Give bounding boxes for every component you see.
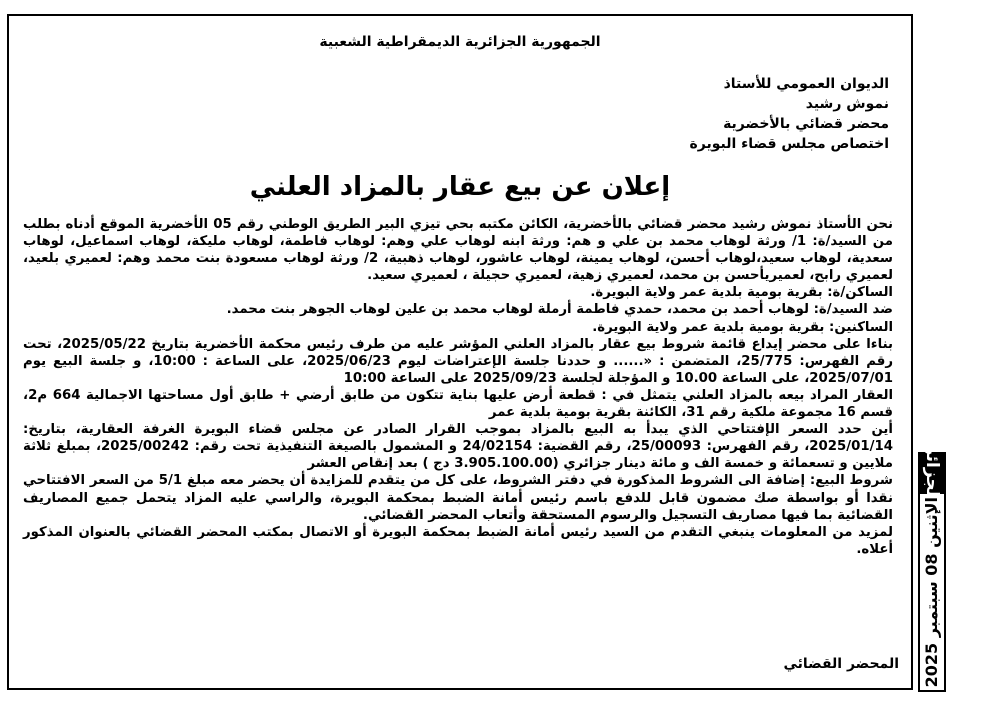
newspaper-logo	[920, 445, 944, 503]
body-paragraph: العقار المراد بيعه بالمزاد العلني يتمثل في : قطعة أرض عليها بناية تتكون من طابق أرضي + طابق أول مساحتها الاجمالية 664 م2، قسم 16 مجموعة ملكية رقم 31، الكائنة بقرية بومية بلدية عمر	[23, 387, 894, 421]
body-paragraph: الساكن/ة: بقرية بومية بلدية عمر ولاية البويرة.	[590, 285, 893, 301]
body-paragraph: ضد السيد/ة: لوهاب أحمد بن محمد، حمدي فاطمة أرملة لوهاب محمد بن علين لوهاب الجوهر بنت محمد.	[226, 302, 893, 318]
publication-sidebar	[918, 445, 946, 692]
body-paragraph: نحن الأستاذ نموش رشيد محضر قضائي بالأخضرية، الكائن مكتبه بحي تيزي البير الطريق الوطني رقم 05 الأخضرية الموقع أدناه بطلب من السيد/ة: 1/ ورثة لوهاب محمد بن علي و هم: ورثة ابنه لوهاب علي وهم: لوهاب فاطمة، لوهاب مليكة، لوهاب اسماعيل، لوهاب سعدية، لوهاب سعيد،لوهاب أحسن، لوهاب يمينة، لوهاب عاشور، لوهاب ذهبية، 2/ ورثة لوهاب مسعودة بنت محمد وهم: لعميري بلعيد، لعميري رابح، لعميريأحسن بن محمد، لعميري زهية، لعميري حجيلة ، لعميري سعيد.	[23, 217, 893, 284]
publication-date: الإثنين 08 سبتمبر 2025	[922, 497, 941, 688]
notice-body	[23, 216, 893, 558]
notice-frame	[7, 14, 913, 690]
republic-heading: الجمهورية الجزائرية الديمقراطية الشعبية	[319, 34, 601, 50]
notice-title: إعلان عن بيع عقار بالمزاد العلني	[249, 172, 671, 202]
body-paragraph: بناءا على محضر إيداع قائمة شروط بيع عقار بالمزاد العلني المؤشر عليه من طرف رئيس محكمة الأخضرية بتاريخ 2025/05/22، تحت رقم الفهرس: 25/775، المتضمن : «...... و حددنا جلسة الإعتراضات ليوم 2025/06/23، على الساعة : 10:00، و جلسة البيع يوم 2025/07/01، على الساعة 10.00 و المؤجلة لجلسة 2025/09/23 على الساعة 10:00	[23, 336, 893, 386]
issuer-line: نموش رشيد	[805, 96, 889, 112]
signature: المحضر القضائي	[783, 656, 899, 672]
body-paragraph: لمزيد من المعلومات ينبغي التقدم من السيد رئيس أمانة الضبط بمحكمة البويرة أو الاتصال بمكتب المحضر القضائي بالعنوان المذكور أعلاه.	[23, 524, 893, 557]
issuer-line: اختصاص مجلس قضاء البويرة	[689, 136, 889, 152]
issuer-block	[689, 74, 889, 154]
issuer-line: محضر قضائي بالأخضرية	[723, 116, 889, 132]
body-paragraph: شروط البيع: إضافة الى الشروط المذكورة في دفتر الشروط، على كل من يتقدم للمزايدة أن يحضر معه مبلغ 5/1 من السعر الافتتاحي نقدا أو بواسطة صك مضمون قابل للدفع باسم رئيس أمانة الضبط بمحكمة البويرة، والراسي عليه المزاد يتحمل جميع المصاريف القضائية بما فيها مصاريف التسجيل والرسوم المستحقة وأتعاب المحضر القضائي.	[23, 473, 893, 523]
issuer-line: الديوان العمومي للأستاذ	[723, 76, 889, 92]
body-paragraph: أين حدد السعر الإفتتاحي الذي يبدأ به البيع بالمزاد بموجب القرار الصادر عن مجلس قضاء البويرة الغرفة العقارية، بتاريخ: 2025/01/14، رقم الفهرس: 25/00093، رقم القضية: 24/02154 و المشمول بالصيغة التنفيذية تحت رقم: 2025/00242، بمبلغ ثلاثة ملايين و تسعمائة و خمسة الف و مائة دينار جزائري (3.905.100.00 دج ) بعد إنقاص العشر	[23, 422, 893, 472]
body-paragraph: الساكنين: بقرية بومية بلدية عمر ولاية البويرة.	[592, 319, 893, 335]
newspaper-name: الجزائر	[922, 445, 943, 503]
